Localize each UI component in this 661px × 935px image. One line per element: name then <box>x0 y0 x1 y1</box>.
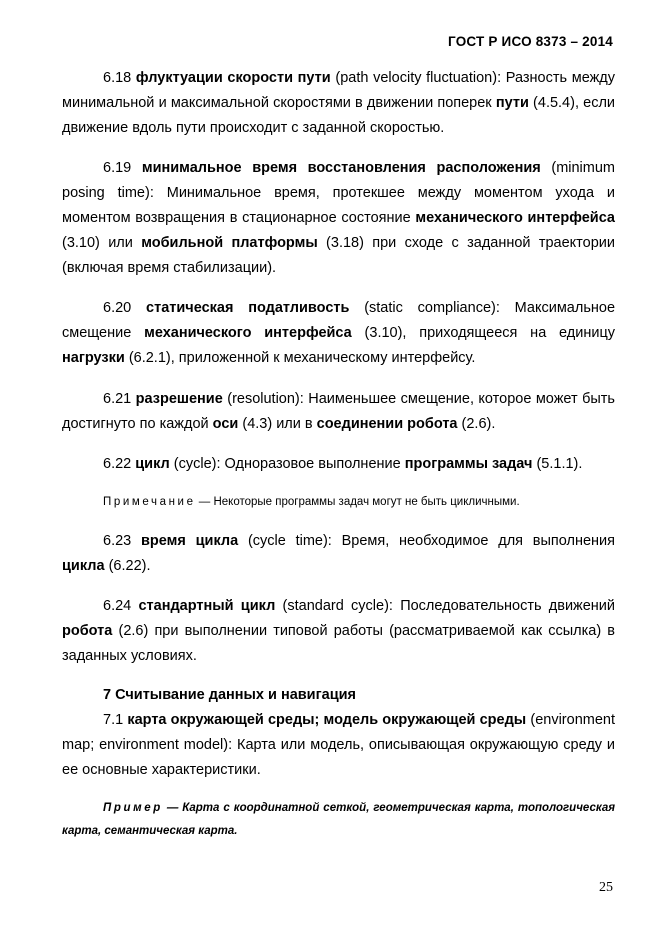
entry-reference: робота <box>62 623 113 639</box>
example <box>62 797 615 843</box>
entry-number: 6.18 <box>103 70 132 86</box>
entry-definition: Минимальное время, протекшее между моментом ухода и моментом возвращения в стационарное состояние <box>62 185 615 226</box>
entry-definition: (4.3) или в <box>242 416 313 432</box>
entry-reference: механического интерфейса <box>144 325 352 341</box>
entry-definition: Время, необходимое для выполнения <box>341 533 616 549</box>
entry-6-19 <box>62 156 615 281</box>
entry-english-term: (path velocity fluctuation): <box>335 70 502 86</box>
entry-definition: (2.6) при выполнении типовой работы (рассматриваемой как ссылка) в заданных условиях. <box>62 623 615 664</box>
entry-definition: (2.6). <box>461 416 496 432</box>
entry-english-term: (environment map; environment model): <box>62 712 615 753</box>
entry-reference: цикла <box>62 558 105 574</box>
entry-term: время цикла <box>141 533 239 549</box>
entry-definition: (3.10), приходящееся на единицу <box>364 325 616 341</box>
entry-reference: программы задач <box>404 456 533 472</box>
entry-definition: (3.18) при сходе с заданной траектории (включая время стабилизации). <box>62 235 615 276</box>
note-label: Примечание <box>103 496 196 508</box>
entry-english-term: (cycle): <box>173 456 221 472</box>
page-number: 25 <box>599 880 613 895</box>
example-text: Карта с координатной сеткой, геометрическая карта, топологическая карта, семантическая карта. <box>62 802 615 837</box>
entry-6-18 <box>62 66 615 141</box>
note-text: Некоторые программы задач могут не быть цикличными. <box>213 496 520 508</box>
entry-english-term: (minimum posing time): <box>62 160 615 201</box>
entry-number: 6.24 <box>103 598 132 614</box>
entry-reference: механического интерфейса <box>415 210 615 226</box>
entry-term: минимальное время восстановления расположения <box>141 160 541 176</box>
entry-english-term: (standard cycle): <box>282 598 393 614</box>
document-header: ГОСТ Р ИСО 8373 – 2014 <box>448 34 613 49</box>
entry-number: 6.22 <box>103 456 132 472</box>
example-dash: — <box>166 802 179 814</box>
entry-6-22 <box>62 452 615 477</box>
entry-reference: оси <box>212 416 239 432</box>
entry-reference: пути <box>495 95 529 111</box>
entry-definition: Наименьшее смещение, которое может быть достигнуто по каждой <box>62 391 615 432</box>
entry-definition: (6.2.1), приложенной к механическому интерфейсу. <box>128 350 476 366</box>
entry-number: 6.23 <box>103 533 132 549</box>
note-dash: — <box>198 496 211 508</box>
entry-number: 6.21 <box>103 391 132 407</box>
entry-definition: Одноразовое выполнение <box>224 456 401 472</box>
entry-number: 6.20 <box>103 300 132 316</box>
example-label: Пример <box>103 802 163 814</box>
entry-english-term: (static compliance): <box>364 300 500 316</box>
entry-definition: (5.1.1). <box>536 456 583 472</box>
entry-english-term: (cycle time): <box>247 533 332 549</box>
entry-reference: соединении робота <box>316 416 458 432</box>
entry-english-term: (resolution): <box>227 391 304 407</box>
note <box>103 494 520 510</box>
entry-term: флуктуации скорости пути <box>135 70 331 86</box>
entry-6-20 <box>62 296 615 371</box>
entry-definition: (3.10) или <box>62 235 133 251</box>
entry-term: стандартный цикл <box>138 598 276 614</box>
entry-reference: нагрузки <box>62 350 125 366</box>
entry-definition: (4.5.4), если движение вдоль пути происходит с заданной скоростью. <box>62 95 616 136</box>
entry-6-24 <box>62 594 615 669</box>
entry-7-1 <box>62 708 615 783</box>
entry-definition: Последовательность движений <box>400 598 616 614</box>
entry-term: статическая податливость <box>146 300 350 316</box>
entry-definition: Карта или модель, описывающая окружающую среду и ее основные характеристики. <box>62 737 616 778</box>
entry-number: 7.1 <box>103 712 124 728</box>
section-heading: 7 Считывание данных и навигация <box>103 687 356 703</box>
entry-definition: Максимальное смещение <box>62 300 616 341</box>
entry-6-23 <box>62 529 615 579</box>
entry-6-21 <box>62 387 615 437</box>
entry-reference: мобильной платформы <box>141 235 318 251</box>
entry-term: цикл <box>135 456 170 472</box>
entry-definition: Разность между минимальной и максимальной скоростями в движении поперек <box>62 70 616 111</box>
entry-number: 6.19 <box>103 160 132 176</box>
entry-term: разрешение <box>135 391 223 407</box>
entry-definition: (6.22). <box>108 558 151 574</box>
entry-term: карта окружающей среды; модель окружающей среды <box>127 712 527 728</box>
